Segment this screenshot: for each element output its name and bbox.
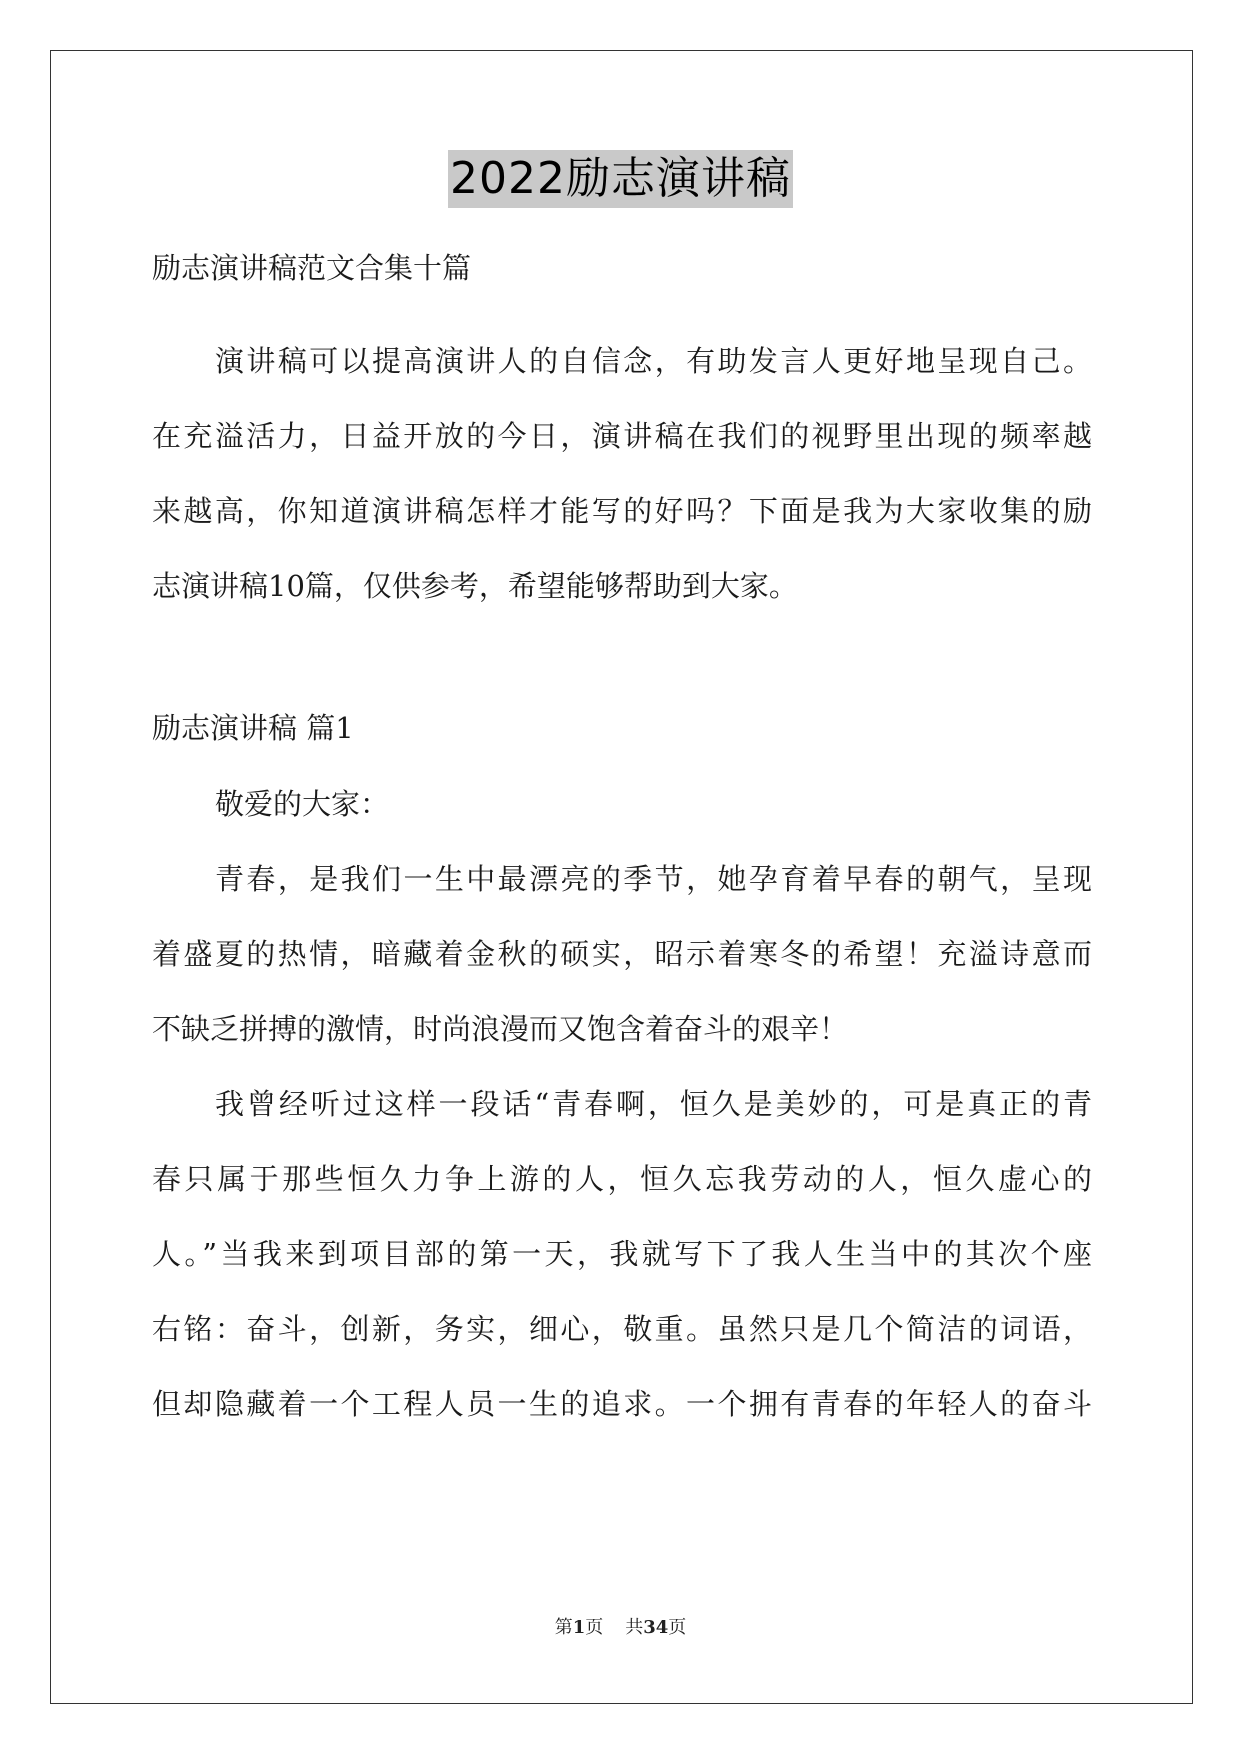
- document-title: 2022励志演讲稿: [448, 150, 793, 208]
- page-footer: [0, 1616, 1241, 1640]
- total-prefix: 共: [625, 1617, 644, 1638]
- paragraph2-line-5: 但却隐藏着一个工程人员一生的追求。一个拥有青春的年轻人的奋斗: [152, 1387, 1092, 1421]
- intro-line-4: 志演讲稿10篇，仅供参考，希望能够帮助到大家。: [152, 569, 798, 603]
- greeting: 敬爱的大家：: [215, 787, 390, 821]
- intro-line-2: 在充溢活力，日益开放的今日，演讲稿在我们的视野里出现的频率越: [152, 419, 1092, 453]
- paragraph2-line-4: 右铭：奋斗，创新，务实，细心，敬重。虽然只是几个简洁的词语，: [152, 1312, 1092, 1346]
- paragraph1-line-3: 不缺乏拼搏的激情，时尚浪漫而又饱含着奋斗的艰辛！: [152, 1012, 849, 1046]
- paragraph1-line-1: 青春，是我们一生中最漂亮的季节，她孕育着早春的朝气，呈现: [215, 862, 1092, 896]
- page-suffix: 页: [585, 1617, 604, 1638]
- paragraph2-line-2: 春只属于那些恒久力争上游的人，恒久忘我劳动的人，恒久虚心的: [152, 1162, 1092, 1196]
- total-suffix: 页: [668, 1617, 687, 1638]
- section-heading: 励志演讲稿 篇1: [152, 711, 354, 745]
- title-container: [0, 150, 1241, 208]
- paragraph1-line-2: 着盛夏的热情，暗藏着金秋的硕实，昭示着寒冬的希望！充溢诗意而: [152, 937, 1092, 971]
- page-prefix: 第: [554, 1617, 573, 1638]
- page-total: 34: [643, 1617, 669, 1638]
- paragraph2-line-1: 我曾经听过这样一段话“青春啊，恒久是美妙的，可是真正的青: [215, 1087, 1092, 1121]
- intro-line-3: 来越高，你知道演讲稿怎样才能写的好吗？下面是我为大家收集的励: [152, 494, 1092, 528]
- page-current: 1: [572, 1617, 586, 1638]
- intro-line-1: 演讲稿可以提高演讲人的自信念，有助发言人更好地呈现自己。: [215, 344, 1092, 378]
- subtitle: 励志演讲稿范文合集十篇: [152, 251, 472, 285]
- paragraph2-line-3: 人。”当我来到项目部的第一天，我就写下了我人生当中的其次个座: [152, 1237, 1092, 1271]
